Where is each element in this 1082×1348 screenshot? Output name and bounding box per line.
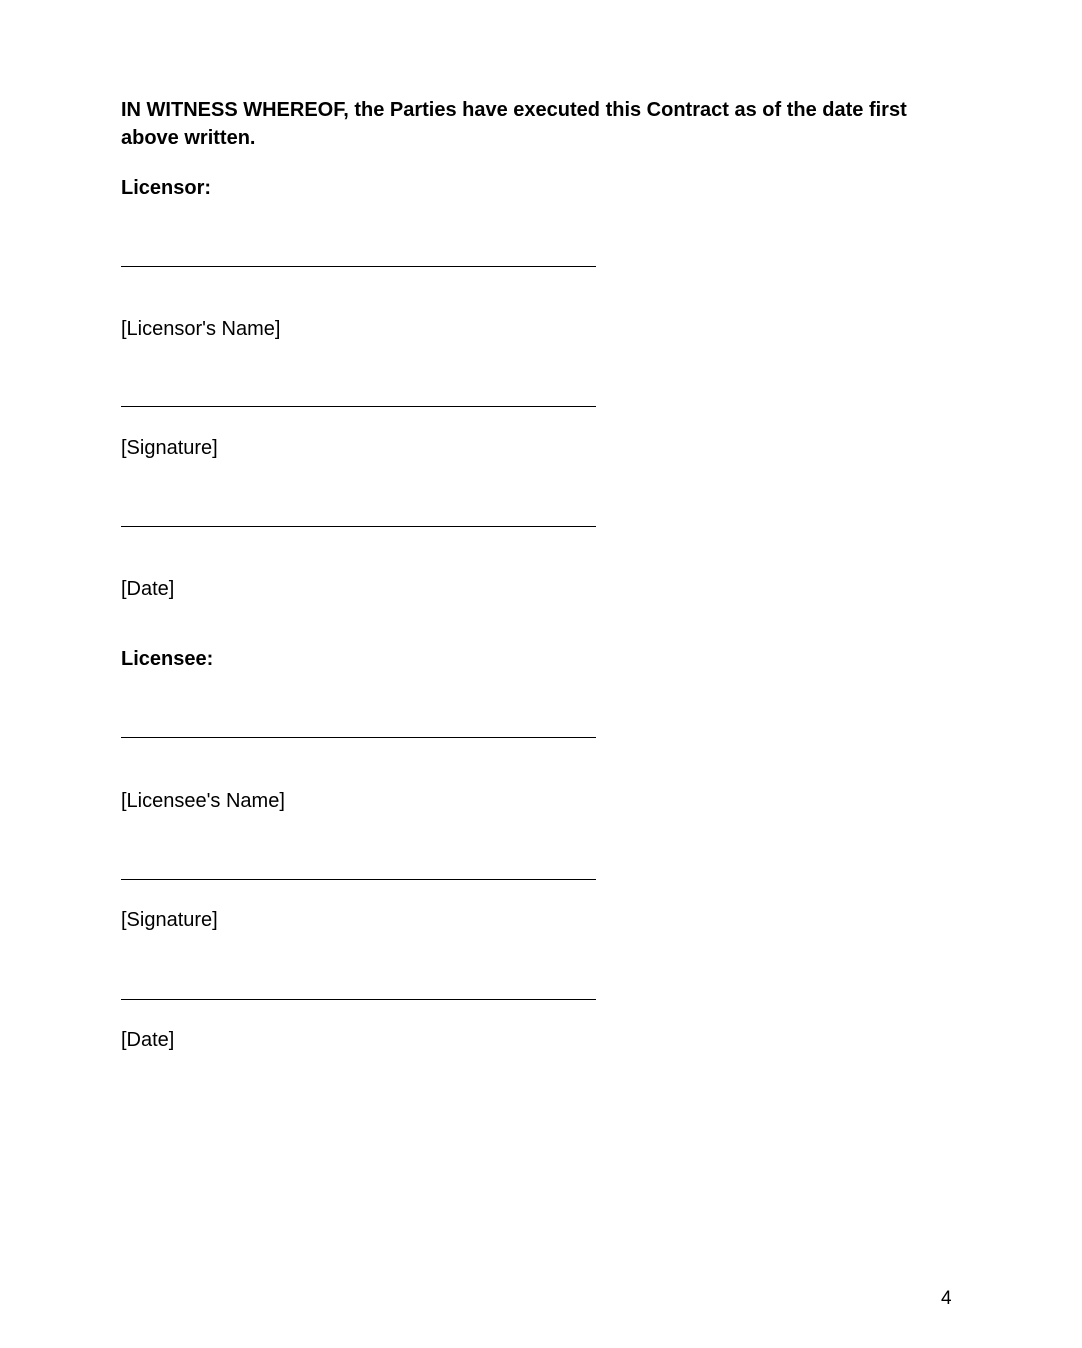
licensee-date-line xyxy=(121,999,596,1000)
licensee-signature-line xyxy=(121,879,596,880)
licensor-signature-label: [Signature] xyxy=(121,437,218,459)
licensee-signature-label: [Signature] xyxy=(121,909,218,931)
licensor-heading: Licensor: xyxy=(121,177,212,199)
licensor-name-line xyxy=(121,266,596,267)
licensee-heading: Licensee: xyxy=(121,648,214,670)
licensor-date-line xyxy=(121,526,596,527)
licensor-name-label: [Licensor's Name] xyxy=(121,318,281,340)
licensor-date-label: [Date] xyxy=(121,578,175,600)
licensee-name-line xyxy=(121,737,596,738)
licensee-name-label: [Licensee's Name] xyxy=(121,790,285,812)
page-number: 4 xyxy=(941,1288,952,1309)
licensor-signature-line xyxy=(121,406,596,407)
witness-clause: IN WITNESS WHEREOF, the Parties have executed this Contract as of the date first above written. xyxy=(121,99,907,149)
licensee-date-label: [Date] xyxy=(121,1029,175,1051)
